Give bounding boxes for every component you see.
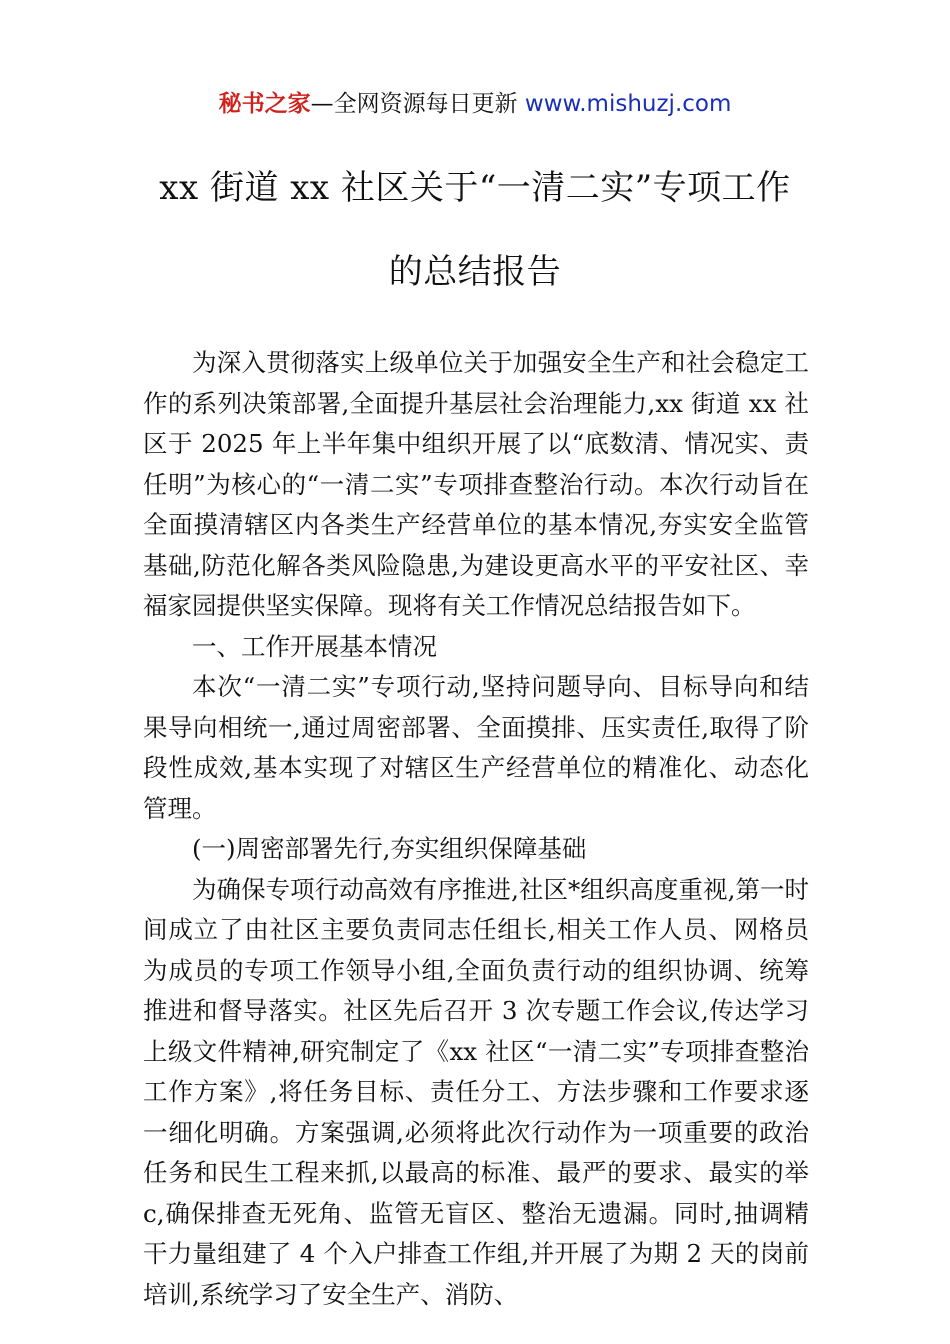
section-heading-1: 一、工作开展基本情况: [192, 631, 437, 661]
title-line-1: xx 街道 xx 社区关于“一清二实”专项工作: [159, 168, 791, 208]
paragraph-intro: 为深入贯彻落实上级单位关于加强安全生产和社会稳定工作的系列决策部署,全面提升基层社会治理能力,xx 街道 xx 社区于 2025 年上半年集中组织开展了以“底数清、情况实、责任明”为核心的“一清二实”专项排查整治行动。本次行动旨在全面摸清辖区内各类生产经营单位的基本情况,夯实安全监管基础,防范化解各类风险隐患,为建设更高水平的平安社区、幸福家园提供坚实保障。现将有关工作情况总结报告如下。: [143, 348, 809, 620]
paragraph-overview: 本次“一清二实”专项行动,坚持问题导向、目标导向和结果导向相统一,通过周密部署、全面摸排、压实责任,取得了阶段性成效,基本实现了对辖区生产经营单位的精准化、动态化管理。: [143, 672, 809, 823]
brand-name: 秘书之家: [218, 91, 311, 117]
site-url-link[interactable]: www.mishuzj.com: [524, 91, 732, 117]
header-slogan: —全网资源每日更新: [310, 91, 525, 117]
subsection-heading-1: (一)周密部署先行,夯实组织保障基础: [192, 834, 587, 863]
document-body: [143, 343, 809, 1315]
title-line-2: 的总结报告: [388, 252, 562, 292]
site-header: [0, 86, 950, 122]
paragraph-deployment: 为确保专项行动高效有序推进,社区*组织高度重视,第一时间成立了由社区主要负责同志任组长,相关工作人员、网格员为成员的专项工作领导小组,全面负责行动的组织协调、统筹推进和督导落实。社区先后召开 3 次专题工作会议,传达学习上级文件精神,研究制定了《xx 社区“一清二实”专项排查整治工作方案》,将任务目标、责任分工、方法步骤和工作要求逐一细化明确。方案强调,必须将此次行动作为一项重要的政治任务和民生工程来抓,以最高的标准、最严的要求、最实的举 c,确保排查无死角、监管无盲区、整治无遗漏。同时,抽调精干力量组建了 4 个入户排查工作组,并开展了为期 2 天的岗前培训,系统学习了安全生产、消防、: [143, 874, 809, 1309]
document-title: [60, 160, 890, 300]
